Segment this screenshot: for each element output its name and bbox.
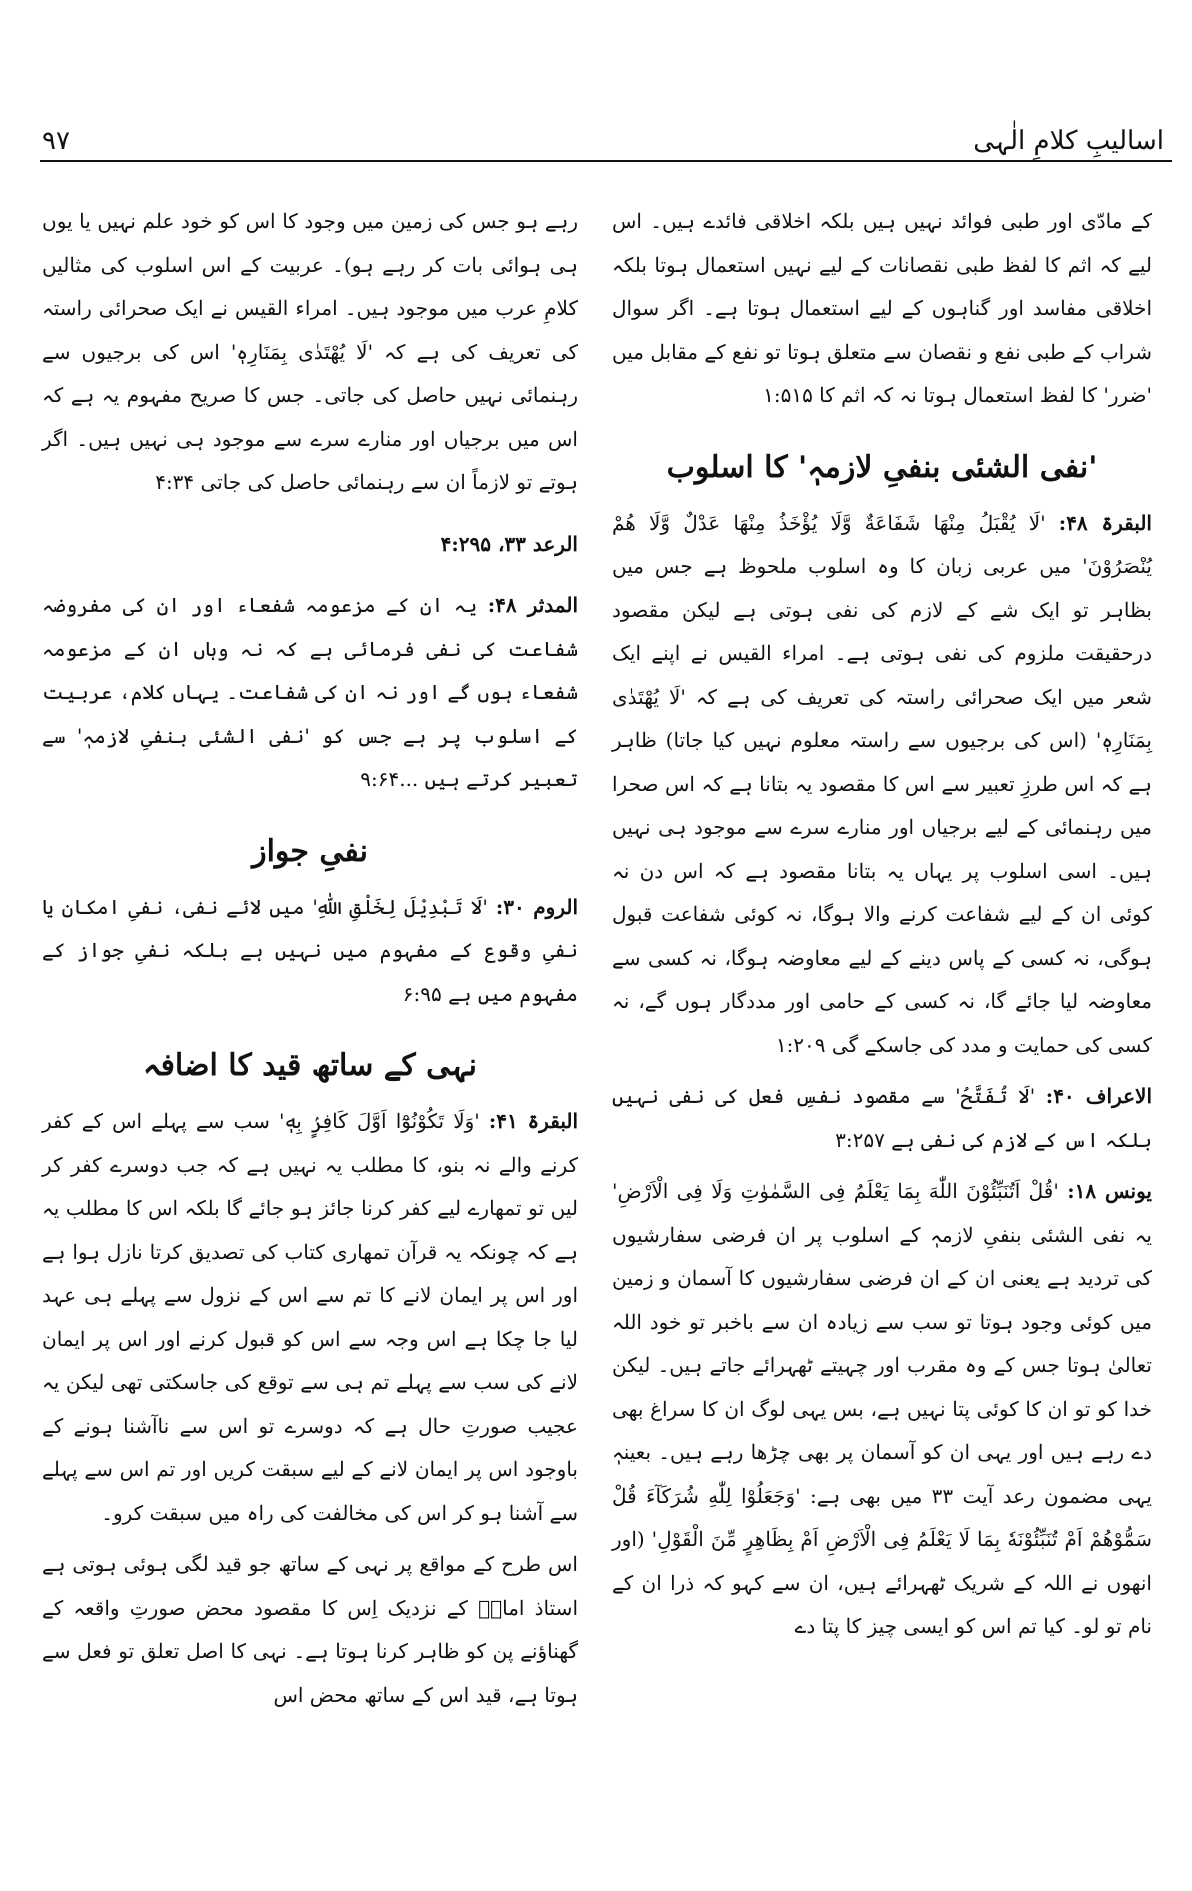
page-header bbox=[40, 118, 1172, 162]
paragraph: کے مادّی اور طبی فوائد نہیں ہیں بلکہ اخلاقی فائدے ہیں۔ اس لیے کہ اثم کا لفظ طبی نقصانات کے لیے نہیں استعمال ہوتا بلکہ اخلاقی مفاسد اور گناہوں کے لیے استعمال ہوتا ہے۔ اگر سوال شراب کے طبی نفع و نقصان سے متعلق ہوتا تو نفع کے مقابل میں 'ضرر' کا لفظ استعمال ہوتا نہ کہ اثم کا ۱:۵۱۵ bbox=[612, 209, 1152, 407]
paragraph: رہے ہو جس کی زمین میں وجود کا اس کو خود علم نہیں یا یوں ہی ہوائی بات کر رہے ہو)۔ عربیت کے اس اسلوب کی مثالیں کلامِ عرب میں موجود ہیں۔ امراء القیس نے ایک صحرائی راستہ کی تعریف کی ہے کہ 'لَا یُهْتَدٰی بِمَنَارِهٖ' اس کی برجیوں سے رہنمائی نہیں حاصل کی جاتی۔ جس کا صریح مفہوم یہ ہے کہ اس میں برجیاں اور منارے سرے سے موجود ہی نہیں ہیں۔ اگر ہوتے تو لازماً ان سے رہنمائی حاصل کی جاتی ۴:۳۴ bbox=[42, 209, 578, 494]
page-number: ۹۷ bbox=[42, 126, 70, 156]
verse-reference: یونس ۱۸: bbox=[1067, 1179, 1152, 1203]
running-title: اسالیبِ کلامِ الٰہی bbox=[973, 126, 1164, 156]
paragraph-text: یہ ان کے مزعومہ شفعاء اور ان کی مفروضہ شفاعت کی نفی فرمائی ہے کہ نہ وہاں ان کے مزعومہ شفعاء ہوں گے اور نہ ان کی شفاعت۔ یہاں کلام، عربیت کے اسلوب پر ہے جس کو 'نفی الشئی بنفیِ لازمہٖ' سے تعبیر کرتے ہیں ...۹:۶۴ bbox=[42, 593, 578, 791]
left-column bbox=[42, 200, 578, 1725]
paragraph bbox=[42, 1100, 578, 1535]
paragraph bbox=[42, 886, 578, 1017]
verse-reference: البقرۃ ۴۸: bbox=[1058, 510, 1152, 535]
section-heading: نفیِ جواز bbox=[252, 833, 368, 869]
verse-reference: الاعراف ۴۰: bbox=[1045, 1084, 1153, 1108]
paragraph bbox=[612, 502, 1152, 1068]
paragraph-text: 'وَلَا تَكُوْنُوْٓا اَوَّلَ كَافِرٍۢ بِهٖ' سب سے پہلے اس کے کفر کرنے والے نہ بنو، کا مطلب یہ نہیں ہے کہ جب دوسرے کفر کر لیں تو تمھارے لیے کفر کرنا جائز ہو جائے گا بلکہ اس کا مطلب یہ ہے کہ چونکہ یہ قرآن تمھاری کتاب کی تصدیق کرتا نازل ہوا ہے اور اس پر ایمان لانے کا تم سے اس کے نزول سے پہلے ہی عہد لیا جا چکا ہے اس وجہ سے اس کو قبول کرنے اور اس پر ایمان لانے کی سب سے پہلے تم ہی سے توقع کی جاسکتی تھی لیکن یہ عجیب صورتِ حال ہے کہ دوسرے تو اس سے ناآشنا ہونے کے باوجود اس پر ایمان لانے کے لیے سبقت کریں اور تم اس سے پہلے سے آشنا ہو کر اس کی مخالفت کی راہ میں سبقت کرو۔ bbox=[42, 1109, 578, 1525]
paragraph bbox=[612, 1075, 1152, 1162]
verse-reference: الروم ۳۰: bbox=[495, 894, 579, 919]
paragraph bbox=[42, 584, 578, 802]
right-column bbox=[612, 200, 1152, 1657]
section-heading: 'نفی الشئی بنفیِ لازمہٖ' کا اسلوب bbox=[666, 449, 1098, 485]
citation: الرعد ۳۳، ۴:۲۹۵ bbox=[440, 531, 578, 556]
paragraph-text: 'لَا تُفَتَّحُ' سے مقصود نفسِ فعل کی نفی نہیں بلکہ اس کے لازم کی نفی ہے ۳:۲۵۷ bbox=[612, 1084, 1152, 1152]
verse-reference: المدثر ۴۸: bbox=[487, 593, 579, 617]
paragraph-text: 'قُلْ اَتُنَبِّئُوْنَ اللّٰهَ بِمَا یَعْلَمُ فِی السَّمٰوٰتِ وَلَا فِی الْاَرْضِ' یہ نفی الشئی بنفیِ لازمہٖ کے اسلوب پر ان فرضی سفارشیوں کی تردید ہے یعنی ان کے ان فرضی سفارشیوں کا آسمان و زمین میں کوئی وجود ہوتا تو سب سے زیادہ ان سے باخبر تو خود اللہ تعالیٰ ہوتا جس کے وہ مقرب اور چہیتے ٹھہرائے جاتے ہیں۔ لیکن خدا کو تو ان کا کوئی پتا نہیں ہے، بس یہی لوگ ان کا سراغ بھی دے رہے ہیں اور یہی ان کو آسمان پر بھی چڑھا رہے ہیں۔ بعینہٖ یہی مضمون رعد آیت ۳۳ میں بھی ہے: 'وَجَعَلُوْا لِلّٰهِ شُرَكَآءَ قُلْ سَمُّوْهُمْ اَمْ تُنَبِّئُوْنَهٗ بِمَا لَا یَعْلَمُ فِی الْاَرْضِ اَمْ بِظَاهِرٍ مِّنَ الْقَوْلِ' (اور انھوں نے اللہ کے شریک ٹھہرائے ہیں، ان سے کہو کہ ذرا ان کے نام تو لو۔ کیا تم اس کو ایسی چیز کا پتا دے bbox=[612, 1179, 1152, 1638]
paragraph-text: 'لَا تَبْدِیْلَ لِخَلْقِ اللّٰهِ' میں لائے نفی، نفیِ امکان یا نفیِ وقوع کے مفہوم میں نہیں ہے بلکہ نفیِ جواز کے مفہوم میں ہے ۶:۹۵ bbox=[42, 894, 578, 1006]
paragraph bbox=[612, 1170, 1152, 1649]
section-heading: نہی کے ساتھ قید کا اضافہ bbox=[142, 1048, 478, 1083]
paragraph: اس طرح کے مواقع پر نہی کے ساتھ جو قید لگی ہوئی ہوتی ہے استاذ امامؒ کے نزدیک اِس کا مقصود محض صورتِ واقعہ کے گھناؤنے پن کو ظاہر کرنا ہوتا ہے۔ نہی کا اصل تعلق تو فعل سے ہوتا ہے، قید اس کے ساتھ محض اس bbox=[42, 1552, 578, 1707]
paragraph-text: 'لَا یُقْبَلُ مِنْهَا شَفَاعَةٌ وَّلَا یُؤْخَذُ مِنْهَا عَدْلٌ وَّلَا هُمْ یُنْصَرُوْنَ' میں عربی زبان کا وہ اسلوب ملحوظ ہے جس میں بظاہر تو ایک شے کے لازم کی نفی ہوتی ہے لیکن مقصود درحقیقت ملزوم کی نفی ہوتی ہے۔ امراء القیس نے اپنے ایک شعر میں ایک صحرائی راستہ کی تعریف کی ہے کہ 'لَا یُهْتَدٰی بِمَنَارِهٖ' (اس کی برجیوں سے راستہ معلوم نہیں کیا جاتا) ظاہر ہے کہ اس طرزِ تعبیر سے اس کا مقصود یہ بتانا ہے کہ اس صحرا میں رہنمائی کے لیے برجیاں اور منارے سرے سے موجود ہی نہیں ہیں۔ اسی اسلوب پر یہاں یہ بتانا مقصود ہے کہ اس دن نہ کوئی ان کے لیے شفاعت کرنے والا ہوگا، نہ کوئی شفاعت قبول ہوگی، نہ کسی کے پاس دینے کے لیے معاوضہ ہوگا، نہ کسی سے معاوضہ لیا جائے گا، نہ کسی کے حامی اور مددگار ہوں گے، نہ کسی کی حمایت و مدد کی جاسکے گی ۱:۲۰۹ bbox=[612, 510, 1152, 1057]
verse-reference: البقرۃ ۴۱: bbox=[488, 1109, 579, 1133]
